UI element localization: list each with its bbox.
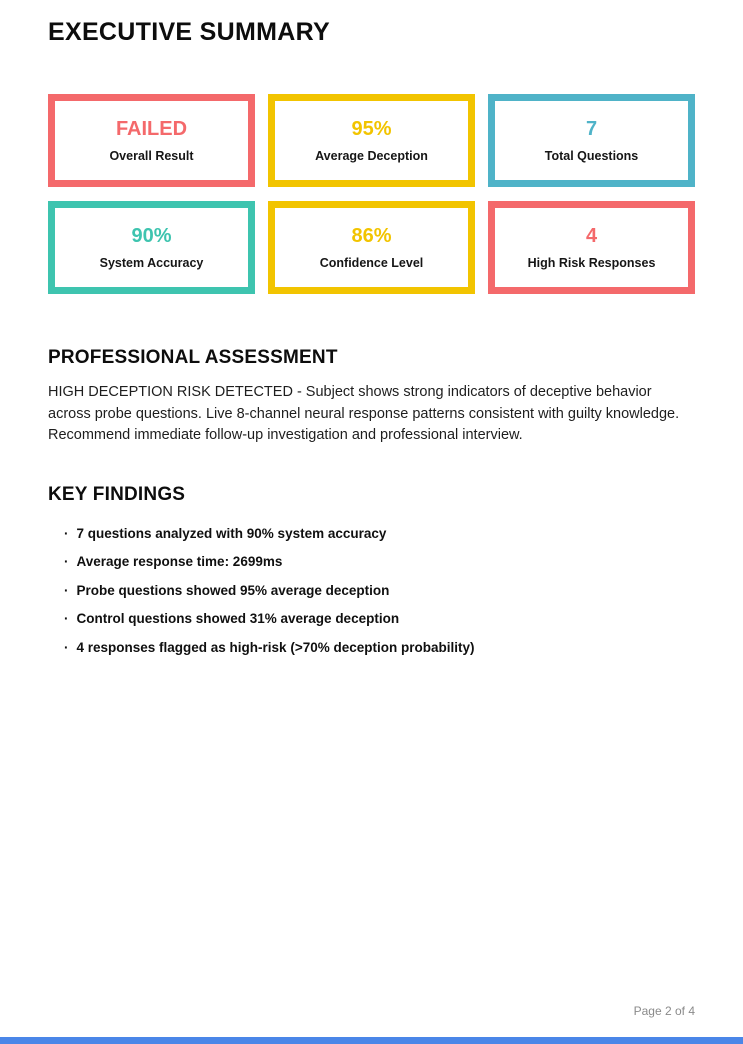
- list-item: [64, 640, 695, 657]
- summary-card-high-risk-responses: [488, 201, 695, 294]
- footer-accent-bar: [0, 1037, 743, 1044]
- card-label: High Risk Responses: [527, 255, 656, 270]
- finding-text: 4 responses flagged as high-risk (>70% deception probability): [76, 639, 475, 655]
- key-findings-list: [48, 526, 695, 657]
- list-item: [64, 583, 695, 600]
- card-value: FAILED: [115, 117, 188, 140]
- bullet-dot: ·: [64, 639, 69, 655]
- card-label: Confidence Level: [319, 255, 424, 270]
- summary-card-confidence-level: [268, 201, 475, 294]
- summary-card-overall-result: [48, 94, 255, 187]
- finding-text: Average response time: 2699ms: [76, 554, 283, 569]
- card-value: 4: [585, 224, 598, 247]
- finding-text: Control questions showed 31% average deception: [76, 611, 400, 626]
- page-title: EXECUTIVE SUMMARY: [48, 18, 330, 46]
- page-number: Page 2 of 4: [633, 1004, 695, 1018]
- professional-assessment-section: [48, 347, 695, 447]
- card-value: 7: [585, 117, 598, 140]
- summary-card-average-deception: [268, 94, 475, 187]
- bullet-dot: ·: [64, 554, 69, 569]
- summary-card-total-questions: [488, 94, 695, 187]
- key-findings-section: [48, 484, 695, 657]
- bullet-dot: ·: [64, 611, 69, 626]
- card-value: 95%: [351, 117, 392, 140]
- card-label: Average Deception: [315, 148, 428, 163]
- section-heading-key-findings: KEY FINDINGS: [48, 483, 186, 505]
- finding-text: 7 questions analyzed with 90% system accuracy: [76, 525, 387, 541]
- summary-cards-grid: [48, 94, 695, 294]
- assessment-text: HIGH DECEPTION RISK DETECTED - Subject shows strong indicators of deceptive behavior across probe questions. Live 8-channel neural response patterns consistent with guilty knowledge. Recommend immediate follow-up investigation and professional interview.: [48, 384, 680, 443]
- card-value: 90%: [131, 224, 172, 247]
- finding-text: Probe questions showed 95% average deception: [76, 582, 390, 598]
- card-label: Total Questions: [544, 148, 639, 163]
- card-label: Overall Result: [109, 148, 194, 163]
- list-item: [64, 611, 695, 628]
- card-value: 86%: [351, 224, 392, 247]
- bullet-dot: ·: [64, 582, 69, 598]
- section-heading-professional-assessment: PROFESSIONAL ASSESSMENT: [48, 347, 338, 368]
- list-item: [64, 526, 695, 543]
- summary-card-system-accuracy: [48, 201, 255, 294]
- bullet-dot: ·: [64, 525, 69, 541]
- card-label: System Accuracy: [99, 255, 204, 270]
- list-item: [64, 554, 695, 571]
